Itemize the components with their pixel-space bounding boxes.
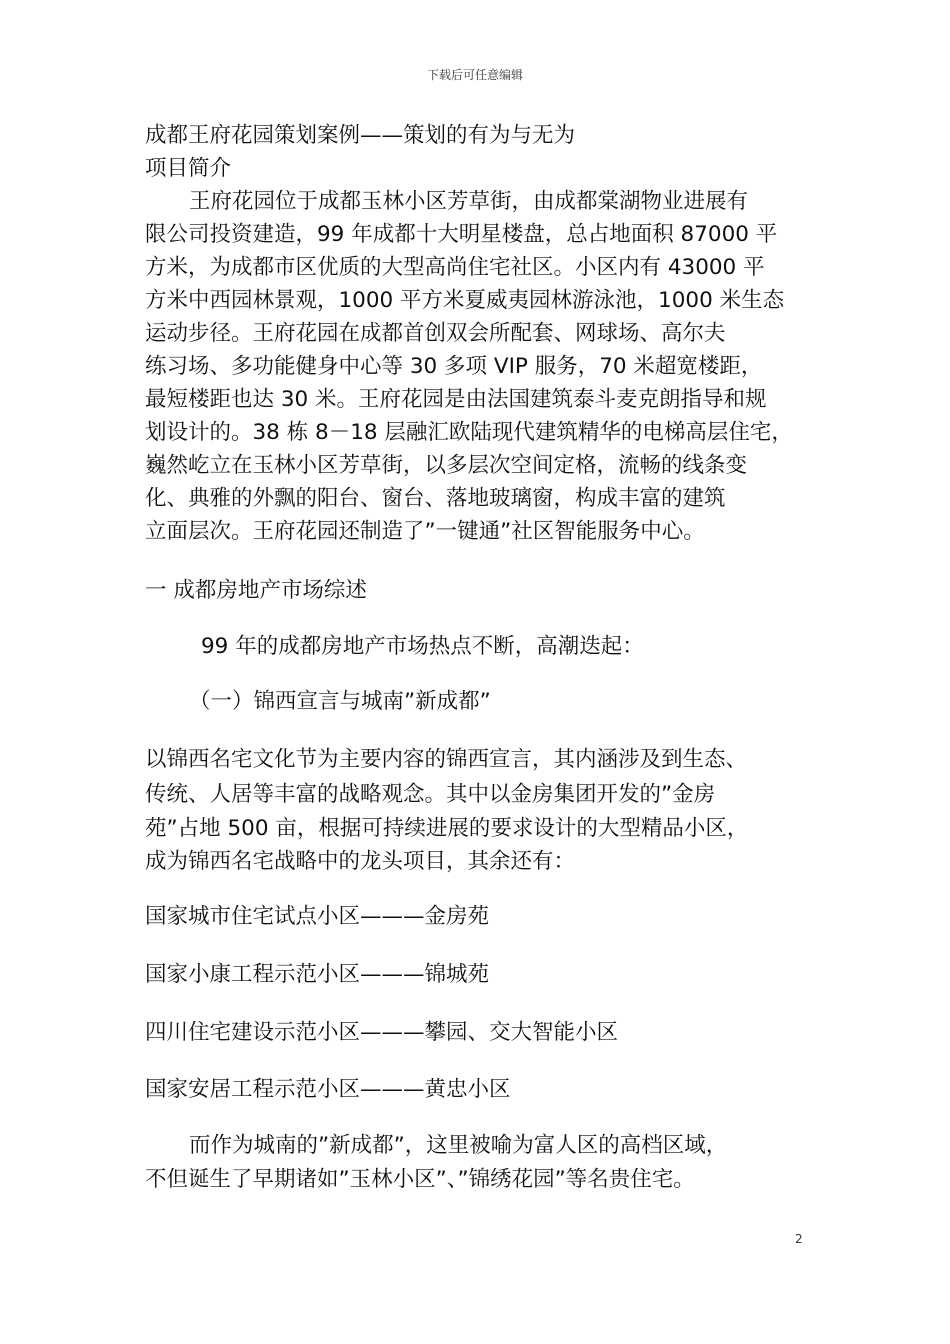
document-title: 成都王府花园策划案例——策划的有为与无为	[145, 123, 576, 148]
intro-line: 运动步径。王府花园在成都首创双会所配套、网球场、高尔夫	[145, 321, 726, 346]
intro-line: 限公司投资建造，99 年成都十大明星楼盘，总占地面积 87000 平	[145, 222, 778, 247]
sub1-line: 苑”占地 500 亩，根据可持续进展的要求设计的大型精品小区，	[145, 816, 749, 841]
intro-line: 方米，为成都市区优质的大型高尚住宅社区。小区内有 43000 平	[145, 255, 765, 280]
page-number: 2	[795, 1232, 803, 1246]
intro-line: 王府花园位于成都玉林小区芳草街，由成都棠湖物业进展有	[189, 189, 749, 214]
closing-line: 而作为城南的”新成都”，这里被喻为富人区的高档区域，	[189, 1133, 728, 1158]
intro-line: 巍然屹立在玉林小区芳草街，以多层次空间定格，流畅的线条变	[145, 453, 748, 478]
closing-line: 不但诞生了早期诸如”玉林小区”、”锦绣花园”等名贵住宅。	[145, 1167, 695, 1192]
subsection-heading: （一）锦西宣言与城南”新成都”	[189, 689, 491, 714]
section-lead: 99 年的成都房地产市场热点不断，高潮迭起：	[201, 634, 644, 659]
list-item: 国家城市住宅试点小区———金房苑	[145, 904, 490, 929]
list-item: 国家小康工程示范小区———锦城苑	[145, 962, 490, 987]
intro-line: 练习场、多功能健身中心等 30 多项 VIP 服务，70 米超宽楼距，	[145, 354, 763, 379]
intro-line: 最短楼距也达 30 米。王府花园是由法国建筑泰斗麦克朗指导和规	[145, 387, 767, 412]
list-item: 国家安居工程示范小区———黄忠小区	[145, 1077, 511, 1102]
list-item: 四川住宅建设示范小区———攀园、交大智能小区	[145, 1020, 619, 1045]
intro-line: 方米中西园林景观，1000 平方米夏威夷园林游泳池，1000 米生态	[145, 288, 785, 313]
intro-line: 立面层次。王府花园还制造了”一键通”社区智能服务中心。	[145, 519, 705, 544]
section-label-project-intro: 项目简介	[145, 156, 232, 181]
sub1-line: 传统、人居等丰富的战略观念。其中以金房集团开发的”金房	[145, 782, 716, 807]
intro-line: 划设计的。38 栋 8－18 层融汇欧陆现代建筑精华的电梯高层住宅，	[145, 420, 793, 445]
sub1-line: 以锦西名宅文化节为主要内容的锦西宣言，其内涵涉及到生态、	[145, 747, 748, 772]
section-heading: 一 成都房地产市场综述	[145, 578, 367, 603]
intro-line: 化、典雅的外飘的阳台、窗台、落地玻璃窗，构成丰富的建筑	[145, 486, 726, 511]
sub1-line: 成为锦西名宅战略中的龙头项目，其余还有：	[145, 849, 576, 874]
page-header: 下载后可任意编辑	[426, 68, 523, 82]
